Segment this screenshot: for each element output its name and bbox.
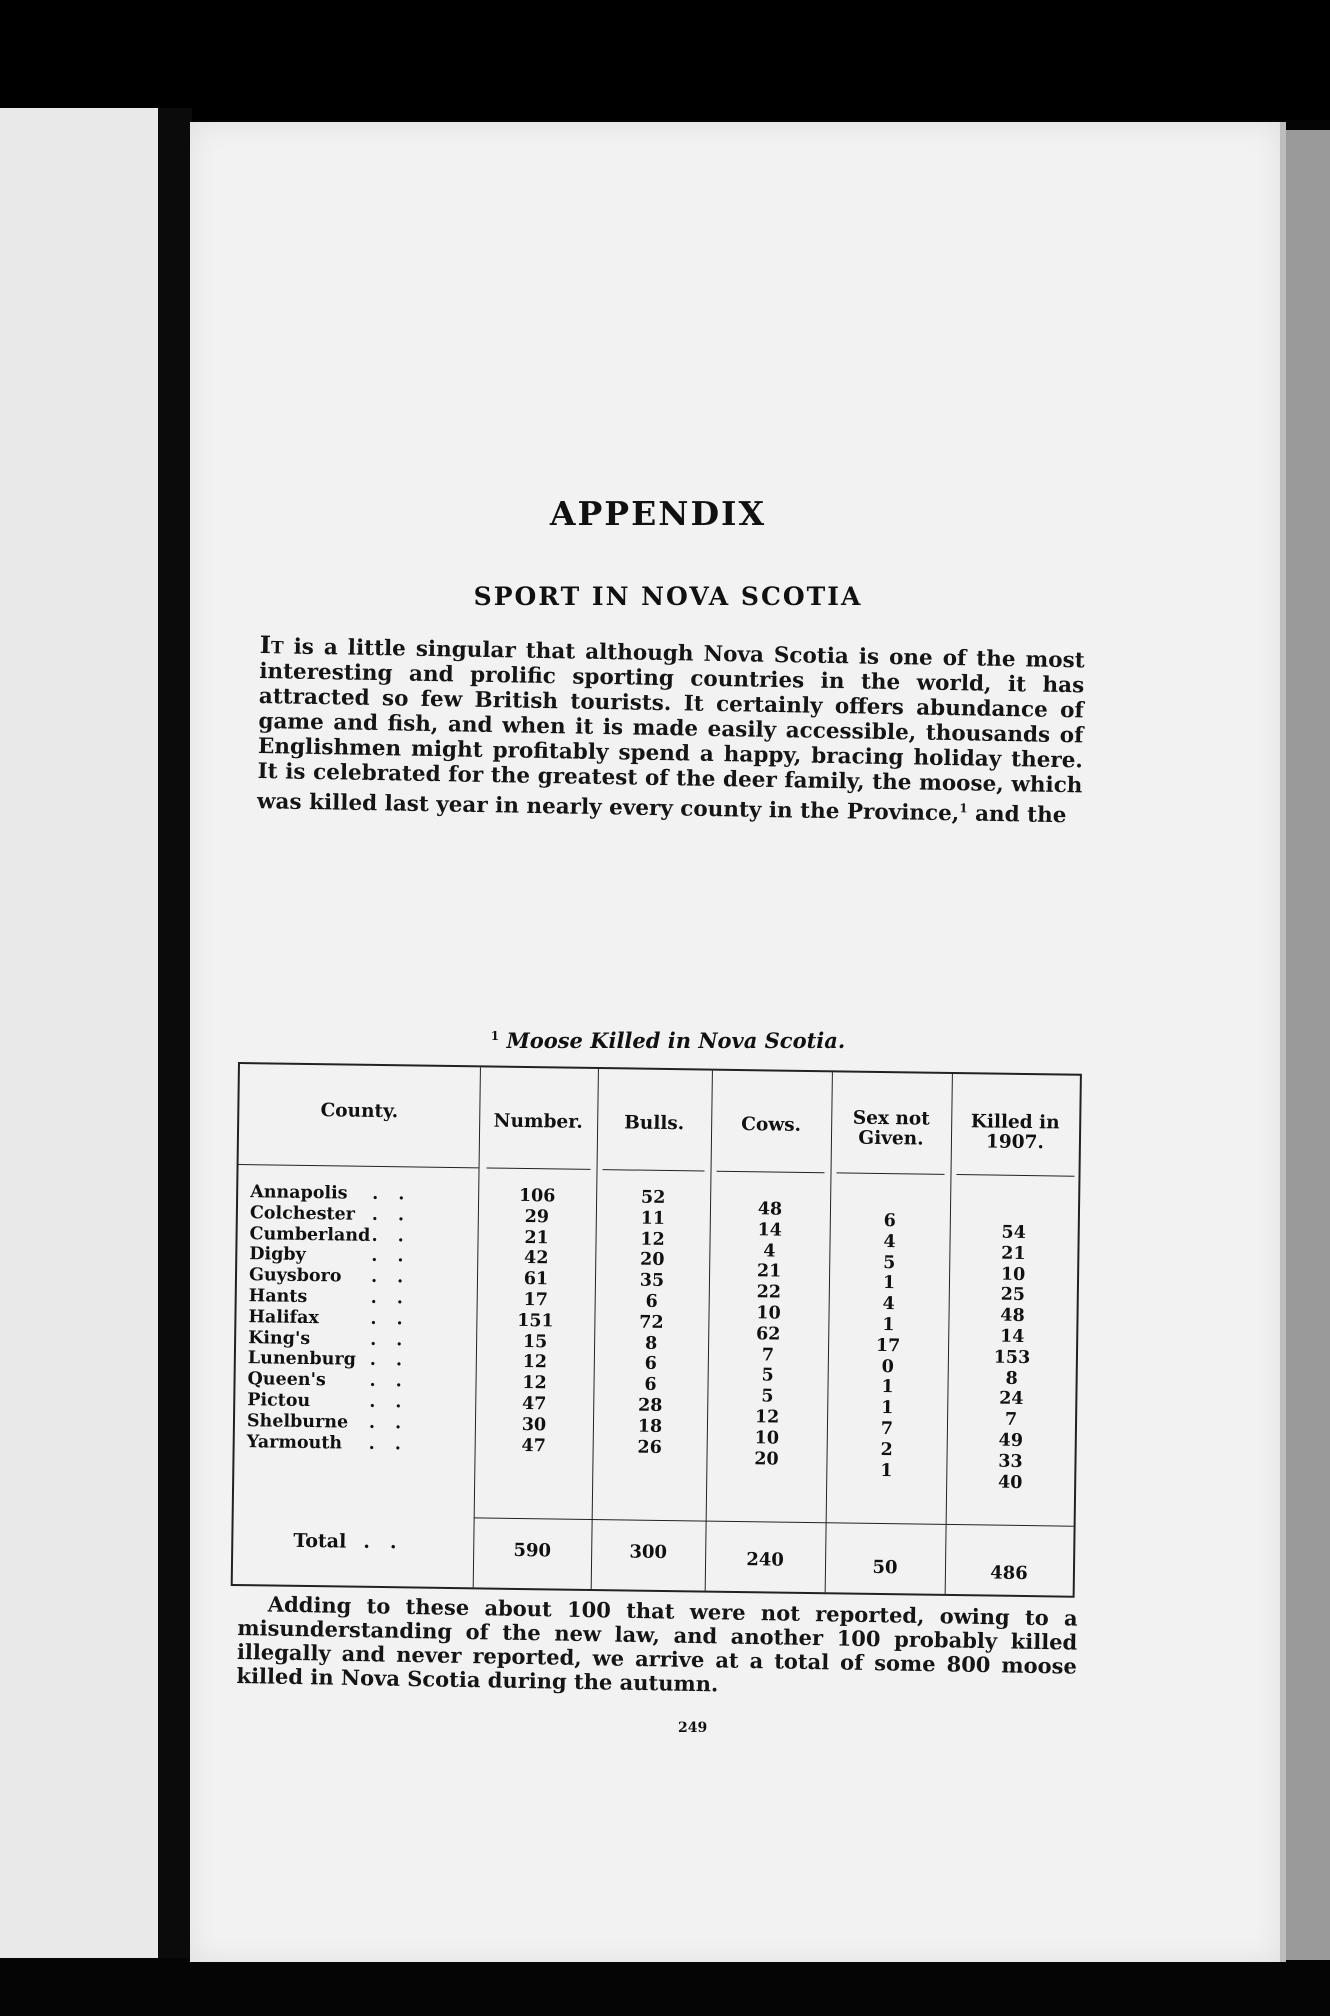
- county-name: Colchester: [249, 1202, 356, 1225]
- header-killed-line1: Killed in: [970, 1111, 1060, 1134]
- page-title: APPENDIX: [549, 494, 767, 533]
- county-name: Cumberland: [249, 1223, 371, 1246]
- county-list: [247, 1182, 371, 1454]
- county-name: King's: [248, 1327, 311, 1349]
- total-number: 590: [513, 1539, 552, 1562]
- header-rule: [239, 1164, 479, 1168]
- scan-top-band: [0, 0, 1330, 120]
- footnote: [238, 1028, 1098, 1053]
- dropcap: It: [259, 630, 284, 660]
- moose-table: [231, 1062, 1082, 1598]
- county-name: Annapolis: [250, 1182, 348, 1204]
- footnote-marker: 1: [490, 1029, 500, 1043]
- header-rule: [717, 1171, 825, 1174]
- total-label: Total: [293, 1529, 347, 1553]
- total-killed-1907: 486: [989, 1562, 1028, 1585]
- county-name: Yarmouth: [246, 1431, 343, 1454]
- book-page: [190, 122, 1286, 1962]
- closing-paragraph: Adding to these about 100 that were not reported, owing to a misunderstanding of the new law, and another 100 probably killed illegally and never reported, we arrive at a total of some 800 moose killed in Nova Scotia during the autumn.: [236, 1591, 1078, 1697]
- total-rule: [474, 1517, 1074, 1526]
- total-bulls: 300: [629, 1541, 668, 1564]
- county-name: Digby: [249, 1244, 306, 1266]
- header-rule: [837, 1172, 945, 1175]
- page-edge-right: [1280, 130, 1330, 1960]
- header-rule: [487, 1167, 591, 1169]
- footnote-ref: 1: [959, 801, 968, 816]
- total-sex-not-given: 50: [872, 1556, 898, 1579]
- cows-column: 48 14 4 21 22 10 62 7 5 5 12 10 20: [754, 1199, 783, 1470]
- county-name: Halifax: [248, 1306, 320, 1328]
- header-number: Number.: [493, 1110, 583, 1133]
- header-sex-not-given: [831, 1108, 952, 1150]
- total-cows: 240: [746, 1549, 785, 1571]
- page-number: 249: [678, 1720, 708, 1736]
- bulls-column: 52 11 12 20 35 6 72 8 6 6 28 18 26: [637, 1187, 666, 1458]
- intro-tail: and the: [967, 801, 1067, 829]
- county-name: Queen's: [247, 1369, 326, 1391]
- header-killed-1907: [951, 1112, 1080, 1154]
- footnote-title: Moose Killed in Nova Scotia.: [506, 1028, 846, 1053]
- book-gutter: [158, 108, 192, 1958]
- county-name: Lunenburg: [247, 1348, 357, 1371]
- header-killed-line2: 1907.: [985, 1131, 1045, 1154]
- total-dots: ..: [363, 1530, 417, 1554]
- county-name: Pictou: [247, 1390, 311, 1412]
- header-sex-line2: Given.: [858, 1127, 924, 1150]
- header-rule: [956, 1174, 1074, 1177]
- header-cows: Cows.: [741, 1114, 802, 1136]
- header-sex-line1: Sex not: [852, 1107, 930, 1130]
- sex-not-given-column: 6 4 5 1 4 1 17 0 1 1 7 2 1: [875, 1211, 901, 1481]
- leader-dots: .. .. .. .. .. .. .. .. .. .. .. .. ..: [368, 1183, 425, 1455]
- facing-page-edge: [0, 108, 164, 1958]
- killed-1907-column: 54 21 10 25 48 14 153 8 24 7 49 33 40: [993, 1222, 1031, 1493]
- county-name: Shelburne: [246, 1410, 349, 1433]
- intro-text: is a little singular that although Nova Scotia is one of the most interesting and prolific sporting countries in the world, it has attracted so few British tourists. It certainly offers abundance of game and fish, and when it is made easily accessible, thousands of Englishmen might profitably spend a happy, bracing holiday there. It is celebrated for the greatest of the deer family, the moose, which was killed last year in nearly every county in the Province,: [256, 634, 1085, 827]
- county-name: Hants: [248, 1286, 308, 1307]
- number-column: 106 29 21 42 61 17 151 15 12 12 47 30 47: [517, 1185, 556, 1456]
- intro-paragraph: [257, 632, 1085, 829]
- header-bulls: Bulls.: [624, 1112, 685, 1135]
- header-rule: [603, 1169, 705, 1171]
- header-county: County.: [320, 1100, 399, 1123]
- county-name: Guysboro: [248, 1265, 342, 1287]
- section-title: SPORT IN NOVA SCOTIA: [473, 582, 863, 611]
